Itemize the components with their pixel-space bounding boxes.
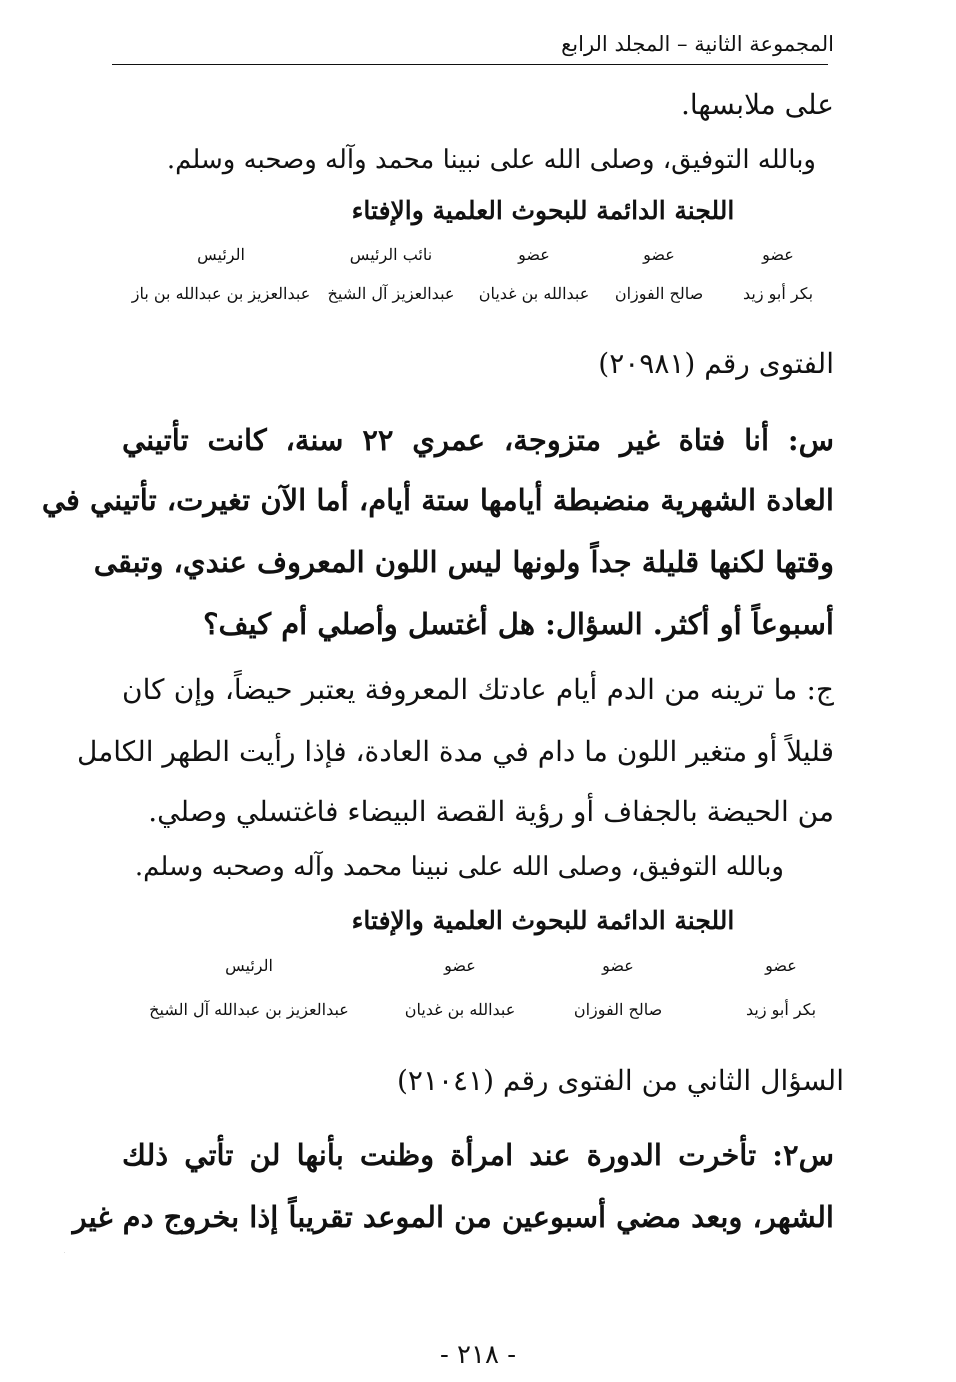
- question-line-1: س: أنا فتاة غير متزوجة، عمري ٢٢ سنة، كانت تأتيني: [122, 423, 834, 457]
- sig-role-3: عضو: [444, 956, 476, 975]
- question-line-4: أسبوعاً أو أكثر. السؤال: هل أغتسل وأصلي أم كيف؟: [203, 607, 834, 641]
- fatwa-title: الفتوى رقم (٢٠٩٨١): [598, 347, 834, 380]
- prev-sig-name-1: بكر أبو زيد: [742, 284, 814, 303]
- prev-fatwa-closing: وبالله التوفيق، وصلى الله على نبينا محمد وآله وصحبه وسلم.: [166, 145, 816, 175]
- prev-sig-role-1: عضو: [762, 245, 794, 264]
- committee-name: اللجنة الدائمة للبحوث العلمية والإفتاء: [351, 906, 735, 935]
- next-question-line-2: الشهر، وبعد مضي أسبوعين من الموعد تقريباً إذا بخروج دم غير: [72, 1200, 834, 1234]
- prev-sig-role-3: عضو: [518, 245, 550, 264]
- scan-speck: [64, 1252, 65, 1253]
- answer-line-1: ج: ما ترينه من الدم أيام عادتك المعروفة يعتبر حيضاً، وإن كان: [122, 673, 834, 706]
- sig-name-4: عبدالعزيز بن عبدالله آل الشيخ: [149, 1000, 349, 1019]
- header-rule: [112, 64, 828, 65]
- prev-sig-name-4: عبدالعزيز آل الشيخ: [327, 284, 455, 303]
- question-line-3: وقتها لكنها قليلة جداً ولونها ليس اللون المعروف عندي، وتبقى: [93, 545, 834, 579]
- prev-committee-name: اللجنة الدائمة للبحوث العلمية والإفتاء: [351, 196, 735, 225]
- prev-sig-role-5: الرئيس: [197, 245, 245, 264]
- question-line-2: العادة الشهرية منضبطة أيامها ستة أيام، أما الآن تغيرت، تأتيني في: [41, 483, 834, 517]
- answer-line-3: من الحيضة بالجفاف أو رؤية القصة البيضاء فاغتسلي وصلي.: [148, 795, 834, 828]
- prev-sig-name-5: عبدالعزيز بن عبدالله بن باز: [131, 284, 311, 303]
- sig-role-4: الرئيس: [225, 956, 273, 975]
- sig-role-1: عضو: [765, 956, 797, 975]
- prev-sig-name-3: عبدالله بن غديان: [478, 284, 590, 303]
- running-header: المجموعة الثانية – المجلد الرابع: [561, 32, 834, 56]
- next-question-line-1: س٢: تأخرت الدورة عند امرأة وظنت بأنها لن تأتي ذلك: [122, 1138, 834, 1172]
- fatwa-closing: وبالله التوفيق، وصلى الله على نبينا محمد وآله وصحبه وسلم.: [134, 852, 784, 882]
- prev-sig-role-2: عضو: [643, 245, 675, 264]
- page-number: - ٢١٨ -: [439, 1340, 517, 1370]
- next-fatwa-title: السؤال الثاني من الفتوى رقم (٢١٠٤١): [396, 1064, 844, 1097]
- sig-role-2: عضو: [602, 956, 634, 975]
- sig-name-2: صالح الفوزان: [573, 1000, 663, 1019]
- sig-name-1: بكر أبو زيد: [745, 1000, 817, 1019]
- sig-name-3: عبدالله بن غديان: [404, 1000, 516, 1019]
- answer-line-2: قليلاً أو متغير اللون ما دام في مدة العادة، فإذا رأيت الطهر الكامل: [77, 735, 834, 768]
- prev-sig-role-4: نائب الرئيس: [349, 245, 433, 264]
- prev-sig-name-2: صالح الفوزان: [614, 284, 704, 303]
- prev-fatwa-tail: على ملابسها.: [680, 88, 834, 121]
